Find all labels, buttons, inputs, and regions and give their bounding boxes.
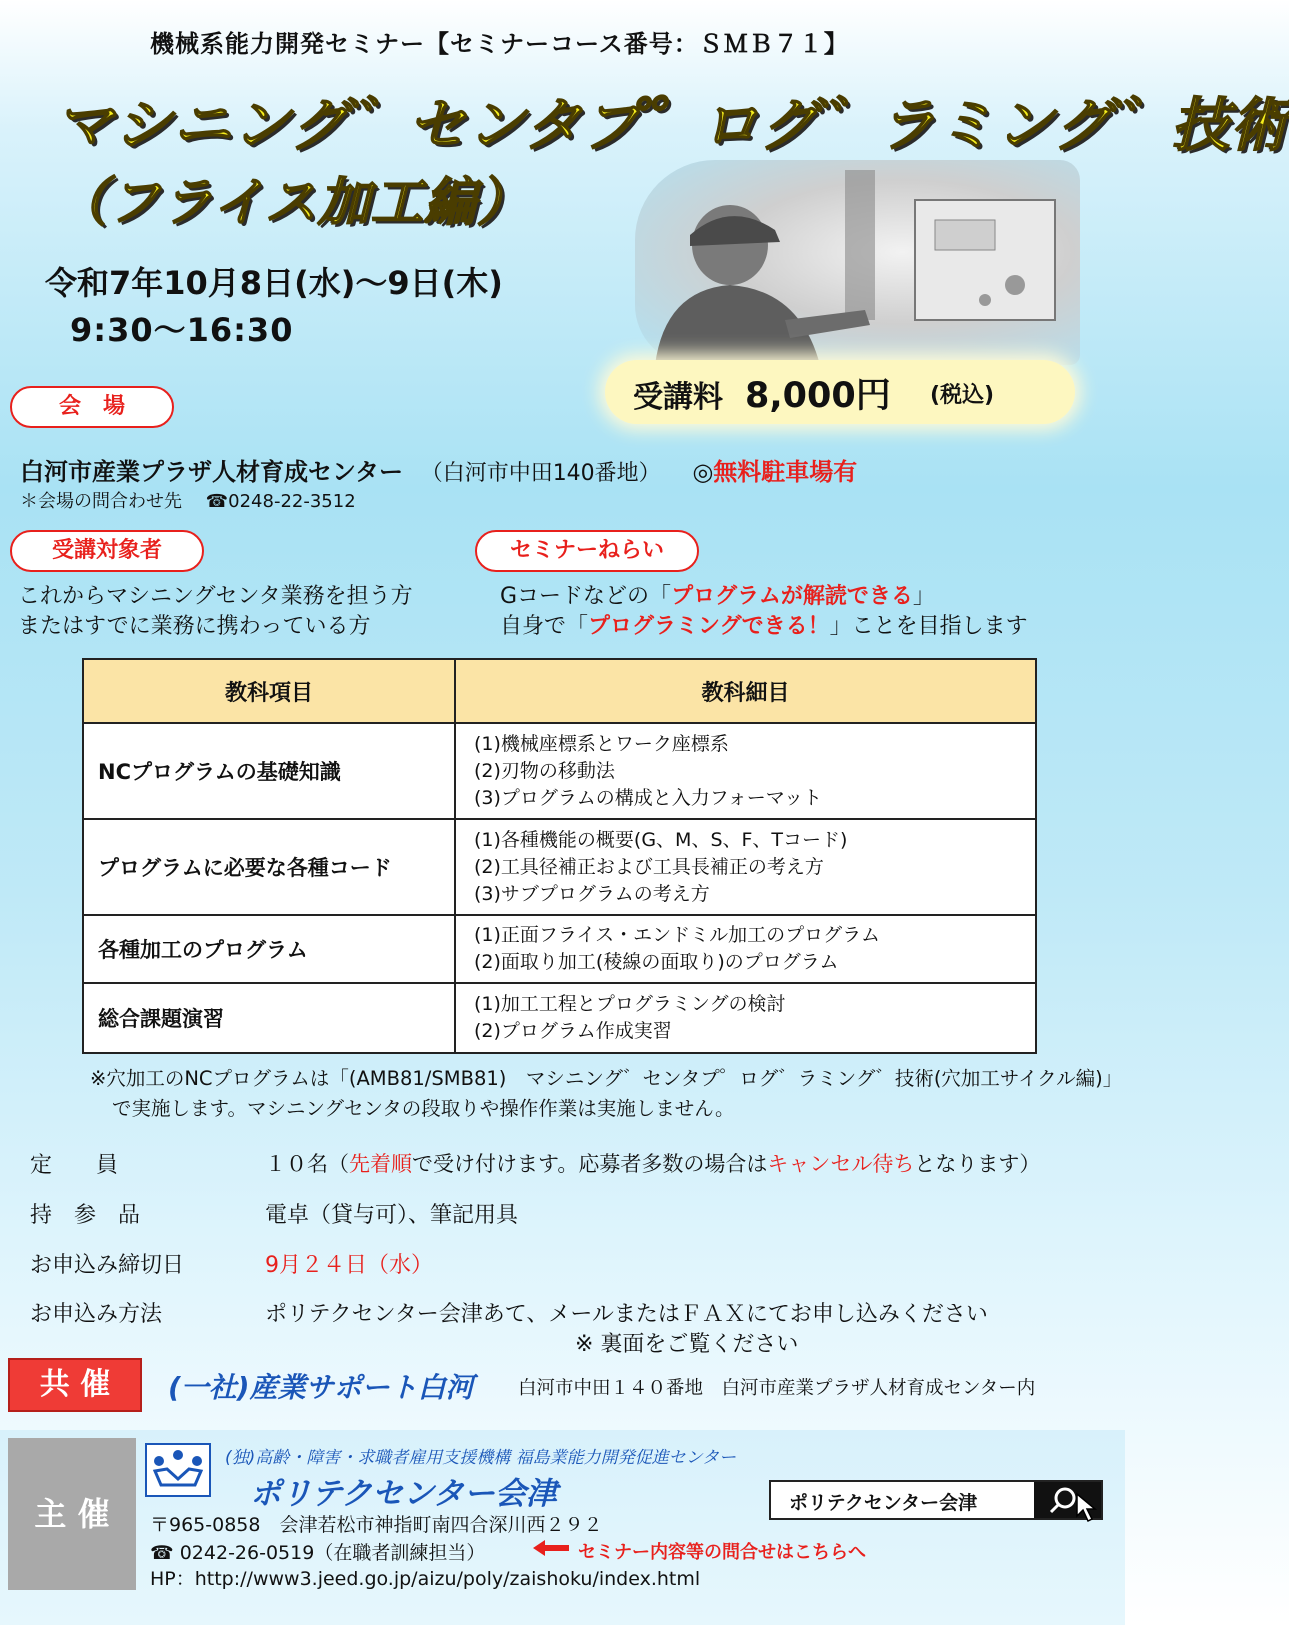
parking-mark: ◎: [692, 458, 714, 486]
detail-item: (3)プログラムの構成と入力フォーマット: [474, 786, 823, 809]
fee-box: [605, 360, 1075, 424]
row-subject: NCプログラムの基礎知識: [83, 723, 455, 819]
row-subject: 各種加工のプログラム: [83, 915, 455, 983]
curriculum-note: [90, 1064, 1122, 1124]
capacity-count: １０名（: [265, 1152, 349, 1176]
deadline-value: 9月２４日（水）: [265, 1253, 433, 1278]
seminar-time: 9:30〜16:30: [70, 311, 294, 349]
aim-line2-post: 」ことを目指します: [829, 614, 1028, 639]
capacity-label: 定 員: [30, 1153, 119, 1178]
detail-item: (2)工具径補正および工具長補正の考え方: [474, 855, 824, 878]
aim-line1-em: プログラムが解読できる: [671, 584, 913, 609]
seminar-line: 機械系能力開発セミナー【セミナーコース番号：ＳＭＢ７１】: [150, 30, 849, 58]
header-details: 教科細目: [455, 659, 1036, 723]
cohost-address: 白河市中田１４０番地 白河市産業プラザ人材育成センター内: [518, 1378, 1036, 1399]
detail-item: (1)機械座標系とワーク座標系: [474, 732, 729, 755]
bring-value: 電卓（貸与可）、筆記用具: [265, 1203, 519, 1228]
host-name: ポリテクセンター会津: [250, 1476, 557, 1512]
search-text: ポリテクセンター会津: [789, 1492, 978, 1514]
method-value: ポリテクセンター会津あて、メールまたはＦＡＸにてお申し込みください: [265, 1302, 988, 1327]
aim-badge: セミナーねらい: [475, 530, 699, 572]
venue-contact: [20, 487, 356, 513]
bring-label: 持 参 品: [30, 1203, 141, 1228]
row-details: [455, 723, 1036, 819]
host-badge: 主 催: [8, 1438, 136, 1590]
capacity-first-come: 先着順: [349, 1152, 412, 1176]
aim-text: [500, 582, 1028, 642]
capacity-waitlist: キャンセル待ち: [767, 1152, 915, 1176]
title-line2: （フライス加工編）: [55, 173, 530, 233]
target-line1: これからマシニングセンタ業務を担う方: [18, 584, 413, 609]
aim-line2-em: プログラミングできる！: [588, 614, 830, 639]
fee-amount: 8,000円: [745, 376, 891, 416]
fee-tax: (税込): [930, 383, 995, 408]
detail-item: (1)各種機能の概要(G、M、S、F、Tコード): [474, 828, 848, 851]
row-details: [455, 983, 1036, 1053]
capacity-mid: で受け付けます。応募者多数の場合は: [412, 1152, 768, 1176]
jeed-logo: [145, 1443, 211, 1497]
cursor-icon: [1075, 1492, 1099, 1524]
target-badge: 受講対象者: [10, 530, 204, 572]
host-tel-line: [150, 1538, 485, 1565]
detail-item: (1)加工工程とプログラミングの検討: [474, 993, 786, 1015]
phone-icon: ☎: [205, 491, 229, 512]
phone-icon: ☎: [150, 1542, 174, 1564]
table-row: [83, 819, 1036, 915]
aim-line2: [500, 612, 1028, 642]
venue-address: （白河市中田140番地）: [420, 461, 661, 486]
detail-item: (3)サブプログラムの考え方: [474, 882, 710, 905]
detail-item: (2)プログラム作成実習: [474, 1020, 672, 1042]
row-subject: 総合課題演習: [83, 983, 455, 1053]
venue-name: 白河市産業プラザ人材育成センター: [20, 458, 404, 486]
cohost-name: (一社)産業サポート白河: [168, 1371, 474, 1404]
venue-line: [20, 452, 857, 487]
curriculum-header-row: [83, 659, 1036, 723]
note-line1: ※穴加工のNCプログラムは「(AMB81/SMB81) マシニング゛センタプ゜ログ゛ラミング゛技術(穴加工サイクル編)」: [90, 1067, 1123, 1090]
host-tel: 0242-26-0519（在職者訓練担当）: [179, 1542, 486, 1564]
cohost-badge: 共 催: [8, 1358, 142, 1412]
table-row: [83, 983, 1036, 1053]
table-row: [83, 915, 1036, 983]
left-arrow-icon: [533, 1540, 569, 1556]
detail-item: (2)刃物の移動法: [474, 759, 615, 782]
seminar-date: 令和7年10月8日(水)〜9日(木): [45, 264, 503, 302]
venue-contact-label: ＊会場の問合わせ先: [20, 491, 182, 512]
deadline-label: お申込み締切日: [30, 1253, 185, 1278]
capacity-post: となります）: [914, 1152, 1041, 1176]
host-postal: 〒965-0858 会津若松市神指町南四合深川西２９２: [150, 1514, 603, 1536]
row-subject: プログラムに必要な各種コード: [83, 819, 455, 915]
aim-line2-pre: 自身で「: [500, 614, 589, 639]
host-hp[interactable]: HP：http://www3.jeed.go.jp/aizu/poly/zaishoku/index.html: [150, 1568, 701, 1590]
detail-item: (1)正面フライス・エンドミル加工のプログラム: [474, 924, 880, 946]
venue-contact-tel: 0248-22-3512: [228, 491, 356, 512]
header-subject: 教科項目: [83, 659, 455, 723]
search-box[interactable]: [769, 1480, 1103, 1520]
target-line2: またはすでに業務に携わっている方: [18, 614, 371, 639]
venue-badge: 会 場: [10, 386, 174, 428]
fee-label: 受講料: [633, 380, 723, 415]
host-contact-note: セミナー内容等の問合せはこちらへ: [578, 1542, 866, 1563]
aim-line1-pre: Gコードなどの「: [500, 584, 672, 609]
method-label: お申込み方法: [30, 1302, 163, 1327]
parking-note: 無料駐車場有: [713, 458, 858, 486]
target-text: [18, 582, 413, 642]
row-details: [455, 915, 1036, 983]
capacity-value: [265, 1148, 1040, 1178]
machinist-photo: [635, 160, 1080, 365]
machinist-illustration: [635, 160, 1080, 365]
row-details: [455, 819, 1036, 915]
detail-item: (2)面取り加工(稜線の面取り)のプログラム: [474, 951, 839, 973]
title-line1: マシニング゛センタプ゜ログ゛ラミング゛技術: [55, 91, 1289, 159]
method-note: ※ 裏面をご覧ください: [575, 1332, 799, 1357]
aim-line1: [500, 582, 1028, 612]
host-org: (独)高齢・障害・求職者雇用支援機構 福島業能力開発促進センター: [225, 1448, 736, 1468]
crown-logo-icon: [147, 1445, 209, 1495]
aim-line1-post: 」: [912, 584, 935, 609]
curriculum-table: [82, 658, 1037, 1054]
table-row: [83, 723, 1036, 819]
note-line2: で実施します。マシニングセンタの段取りや操作作業は実施しません。: [112, 1097, 735, 1120]
